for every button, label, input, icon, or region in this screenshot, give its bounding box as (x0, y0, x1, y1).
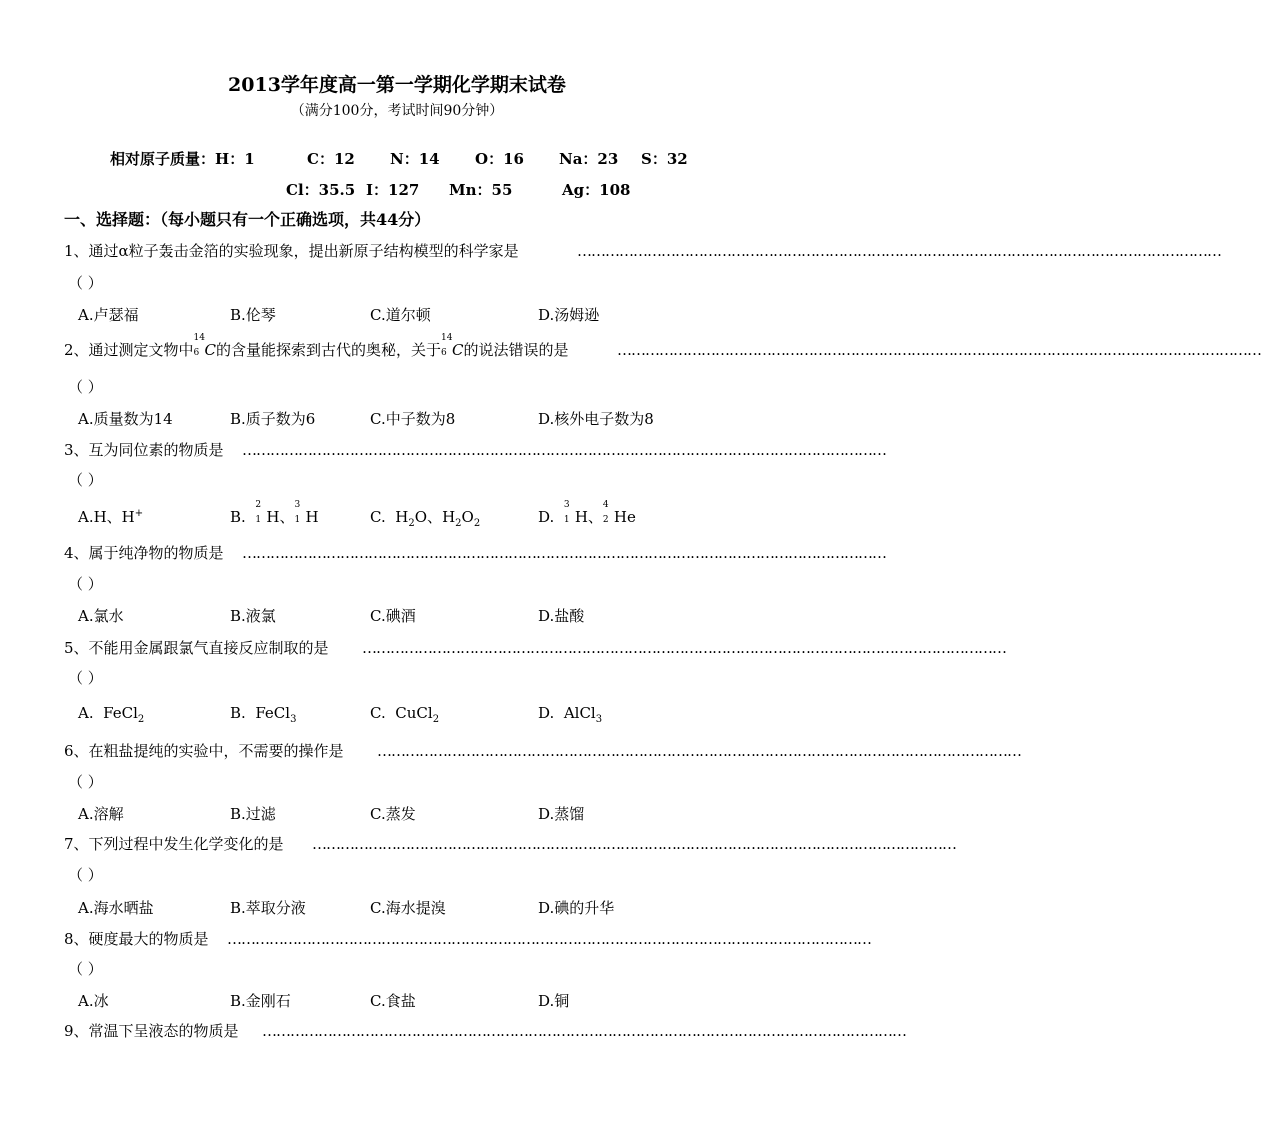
leader-dots: ………………………………………………………………………………………………………………………… (377, 742, 1021, 760)
leader-dots: ………………………………………………………………………………………………………………………… (362, 639, 1006, 657)
question-7 (64, 832, 956, 856)
q7-option-b: B.萃取分液 (230, 899, 306, 917)
leader-dots: ………………………………………………………………………………………………………………………… (577, 242, 1221, 260)
leader-dots: ………………………………………………………………………………………………………………………… (617, 341, 1261, 359)
mass-cl: Cl：35.5 (286, 181, 356, 199)
q5-option-a: A. FeCl$_2$ (78, 704, 145, 725)
nuclide-c14: 14 6 (441, 333, 453, 358)
answer-blank-3: （ ） (68, 471, 103, 489)
answer-blank-1: （ ） (68, 274, 103, 292)
q1-option-d: D.汤姆逊 (538, 306, 600, 324)
answer-blank-5: （ ） (68, 669, 103, 687)
question-6-text: 6、在粗盐提纯的实验中，不需要的操作是 (64, 742, 344, 760)
atomic-mass-label: 相对原子质量：H：1 (110, 150, 255, 168)
question-4-text: 4、属于纯净物的物质是 (64, 544, 224, 562)
question-3 (64, 438, 886, 462)
mass-c: C：12 (307, 150, 355, 168)
mass-i: I：127 (366, 181, 420, 199)
q7-option-d: D.碘的升华 (538, 899, 615, 917)
q2-option-c: C.中子数为8 (370, 410, 456, 428)
q6-option-c: C.蒸发 (370, 805, 416, 823)
q5-option-b: B. FeCl$_3$ (230, 704, 297, 725)
q7-option-a: A.海水晒盐 (78, 899, 154, 917)
q6-option-a: A.溶解 (78, 805, 124, 823)
question-8-text: 8、硬度最大的物质是 (64, 930, 209, 948)
page-title: 2013学年度高一第一学期化学期末试卷 (228, 74, 566, 96)
mass-mn: Mn：55 (449, 181, 513, 199)
mass-n: N：14 (390, 150, 440, 168)
question-2-text: 2、通过测定文物中 14 6 C的含量能探索到古代的奥秘，关于 14 6 C的说法错误的是 (64, 333, 569, 359)
q4-option-d: D.盐酸 (538, 607, 585, 625)
mass-s: S：32 (641, 150, 688, 168)
leader-dots: ………………………………………………………………………………………………………………………… (242, 441, 886, 459)
q5-option-c: C. CuCl$_2$ (370, 704, 440, 725)
q6-option-d: D.蒸馏 (538, 805, 585, 823)
q3-option-b: B. 2 1 H、 3 1 H (230, 500, 319, 526)
q8-option-d: D.铜 (538, 992, 570, 1010)
question-6 (64, 739, 1021, 763)
question-8 (64, 927, 871, 951)
answer-blank-6: （ ） (68, 773, 103, 791)
q1-option-c: C.道尔顿 (370, 306, 431, 324)
question-5 (64, 636, 1006, 660)
nuclide-c14: 14 6 (193, 333, 205, 358)
question-9-text: 9、常温下呈液态的物质是 (64, 1022, 239, 1040)
mass-ag: Ag：108 (562, 181, 631, 199)
leader-dots: ………………………………………………………………………………………………………………………… (262, 1022, 906, 1040)
q4-option-c: C.碘酒 (370, 607, 416, 625)
q8-option-c: C.食盐 (370, 992, 416, 1010)
q8-option-a: A.冰 (78, 992, 109, 1010)
q4-option-b: B.液氯 (230, 607, 276, 625)
q5-option-d: D. AlCl$_3$ (538, 704, 603, 725)
question-4 (64, 541, 886, 565)
answer-blank-2: （ ） (68, 378, 103, 396)
question-1 (64, 239, 1221, 263)
q4-option-a: A.氯水 (78, 607, 124, 625)
mass-na: Na：23 (559, 150, 619, 168)
mass-h: H：1 (215, 150, 255, 168)
answer-blank-4: （ ） (68, 575, 103, 593)
q1-option-b: B.伦琴 (230, 306, 276, 324)
q2-option-a: A.质量数为14 (78, 410, 173, 428)
q7-option-c: C.海水提溴 (370, 899, 446, 917)
question-9 (64, 1019, 906, 1043)
question-2 (64, 333, 1261, 362)
page-subtitle: （满分100分，考试时间90分钟） (290, 103, 504, 119)
leader-dots: ………………………………………………………………………………………………………………………… (227, 930, 871, 948)
q3-option-c: C. $H_2O$、$H_2O_2$ (370, 508, 481, 529)
question-5-text: 5、不能用金属跟氯气直接反应制取的是 (64, 639, 329, 657)
q3-option-a: A.H、H+ (78, 508, 144, 526)
q3-option-d: D. 3 1 H、 4 2 He (538, 500, 636, 526)
section-title: 一、选择题：（每小题只有一个正确选项，共44分） (64, 210, 431, 229)
q2-option-d: D.核外电子数为8 (538, 410, 654, 428)
q6-option-b: B.过滤 (230, 805, 276, 823)
answer-blank-7: （ ） (68, 866, 103, 884)
q1-option-a: A.卢瑟福 (78, 306, 139, 324)
question-7-text: 7、下列过程中发生化学变化的是 (64, 835, 284, 853)
question-1-text: 1、通过α粒子轰击金箔的实验现象，提出新原子结构模型的科学家是 (64, 242, 519, 260)
mass-o: O：16 (475, 150, 524, 168)
question-3-text: 3、互为同位素的物质是 (64, 441, 224, 459)
q2-option-b: B.质子数为6 (230, 410, 316, 428)
leader-dots: ………………………………………………………………………………………………………………………… (312, 835, 956, 853)
answer-blank-8: （ ） (68, 960, 103, 978)
q8-option-b: B.金刚石 (230, 992, 291, 1010)
leader-dots: ………………………………………………………………………………………………………………………… (242, 544, 886, 562)
